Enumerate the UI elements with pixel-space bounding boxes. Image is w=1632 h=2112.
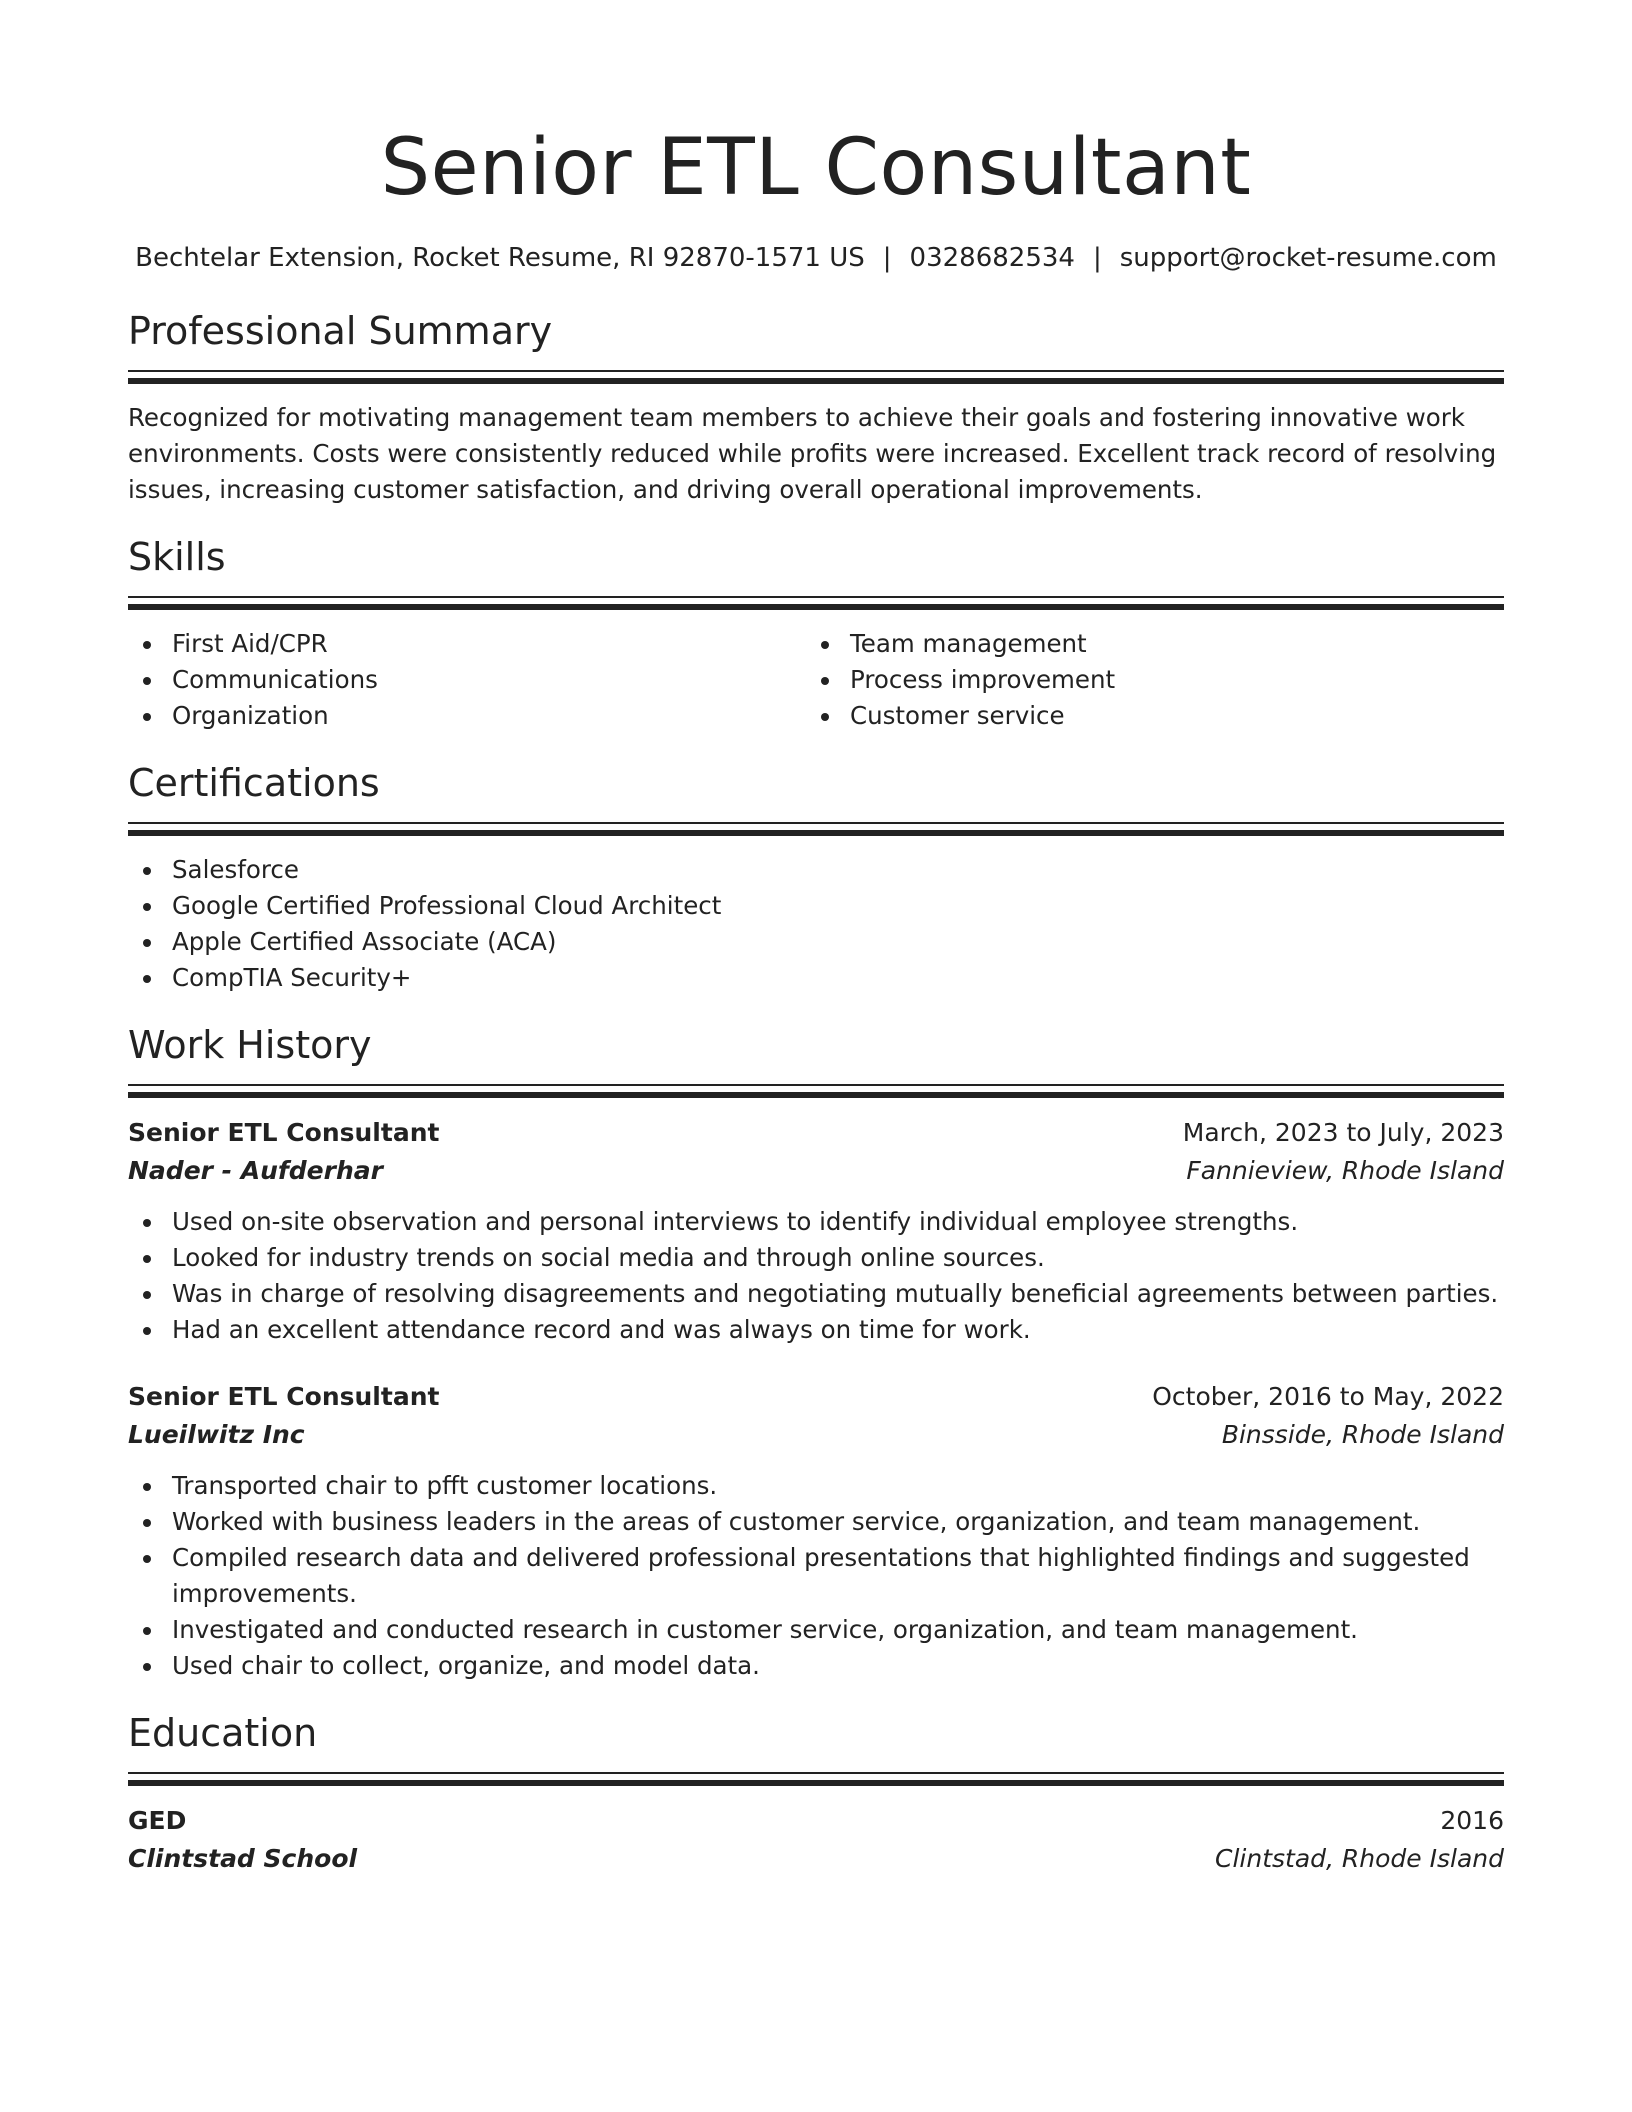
job-dates: October, 2016 to May, 2022: [1152, 1382, 1504, 1411]
job-entry: [128, 1378, 1504, 1684]
skills-column-left: [128, 626, 806, 734]
skill-item: First Aid/CPR: [128, 626, 806, 662]
section-divider: [128, 370, 1504, 384]
certification-item: Google Certified Professional Cloud Architect: [128, 888, 1504, 924]
section-divider: [128, 1772, 1504, 1786]
job-entry: [128, 1114, 1504, 1348]
education-subheader: [128, 1840, 1504, 1878]
job-bullets: [128, 1468, 1504, 1684]
skills-section: [128, 532, 1504, 734]
resume-name: Senior ETL Consultant: [380, 123, 1252, 213]
certifications-list: [128, 852, 1504, 996]
job-bullet: Used chair to collect, organize, and model data.: [128, 1648, 1504, 1684]
contact-separator: |: [1092, 243, 1102, 273]
skill-item: Organization: [128, 698, 806, 734]
section-title-certifications: Certifications: [128, 761, 380, 805]
job-bullet: Looked for industry trends on social media and through online sources.: [128, 1240, 1504, 1276]
job-header: [128, 1114, 1504, 1152]
certification-item: Apple Certified Associate (ACA): [128, 924, 1504, 960]
section-divider: [128, 822, 1504, 836]
job-company: Nader - Aufderhar: [128, 1156, 383, 1185]
section-divider: [128, 596, 1504, 610]
job-bullet: Worked with business leaders in the areas of customer service, organization, and team management.: [128, 1504, 1504, 1540]
certifications-section: [128, 758, 1504, 996]
job-title: Senior ETL Consultant: [128, 1382, 440, 1411]
skill-item: Team management: [806, 626, 1484, 662]
job-bullets: [128, 1204, 1504, 1348]
skill-item: Process improvement: [806, 662, 1484, 698]
job-header: [128, 1378, 1504, 1416]
certification-item: CompTIA Security+: [128, 960, 1504, 996]
work-history-section: [128, 1020, 1504, 1684]
education-school: Clintstad School: [128, 1844, 358, 1873]
contact-phone: 0328682534: [909, 243, 1075, 273]
contact-separator: |: [882, 243, 892, 273]
job-bullet: Was in charge of resolving disagreements and negotiating mutually beneficial agreements between parties.: [128, 1276, 1504, 1312]
section-title-skills: Skills: [128, 535, 226, 579]
summary-section: [128, 306, 1504, 508]
skills-column-right: [806, 626, 1484, 734]
job-title: Senior ETL Consultant: [128, 1118, 440, 1147]
job-bullet: Used on-site observation and personal interviews to identify individual employee strengths.: [128, 1204, 1504, 1240]
job-location: Fannieview, Rhode Island: [1186, 1156, 1504, 1185]
job-subheader: [128, 1152, 1504, 1190]
contact-line: [128, 240, 1504, 276]
job-bullet: Investigated and conducted research in customer service, organization, and team management.: [128, 1612, 1504, 1648]
job-bullet: Compiled research data and delivered professional presentations that highlighted findings and suggested improvements.: [128, 1540, 1504, 1612]
certification-item: Salesforce: [128, 852, 1504, 888]
job-bullet: Transported chair to pfft customer locations.: [128, 1468, 1504, 1504]
job-company: Lueilwitz Inc: [128, 1420, 305, 1449]
education-header: [128, 1802, 1504, 1840]
job-dates: March, 2023 to July, 2023: [1182, 1118, 1504, 1147]
education-section: [128, 1708, 1504, 1878]
summary-text: Recognized for motivating management team members to achieve their goals and fostering innovative work environments. Costs were consistently reduced while profits were increased. Excellent track record of resolving issues, increasing customer satisfaction, and driving overall operational improvements.: [128, 403, 1497, 504]
skills-grid: [128, 626, 1504, 734]
contact-email: support@rocket-resume.com: [1119, 243, 1497, 273]
job-subheader: [128, 1416, 1504, 1454]
section-title-work-history: Work History: [128, 1023, 372, 1067]
contact-address: Bechtelar Extension, Rocket Resume, RI 92870-1571 US: [135, 243, 865, 273]
resume-page: [128, 118, 1504, 1878]
education-year: 2016: [1440, 1806, 1504, 1835]
section-divider: [128, 1084, 1504, 1098]
job-bullet: Had an excellent attendance record and was always on time for work.: [128, 1312, 1504, 1348]
skill-item: Communications: [128, 662, 806, 698]
education-location: Clintstad, Rhode Island: [1215, 1844, 1504, 1873]
education-entry: [128, 1802, 1504, 1878]
section-title-summary: Professional Summary: [128, 309, 553, 353]
section-title-education: Education: [128, 1711, 318, 1755]
skill-item: Customer service: [806, 698, 1484, 734]
education-degree: GED: [128, 1806, 187, 1835]
job-location: Binsside, Rhode Island: [1221, 1420, 1504, 1449]
